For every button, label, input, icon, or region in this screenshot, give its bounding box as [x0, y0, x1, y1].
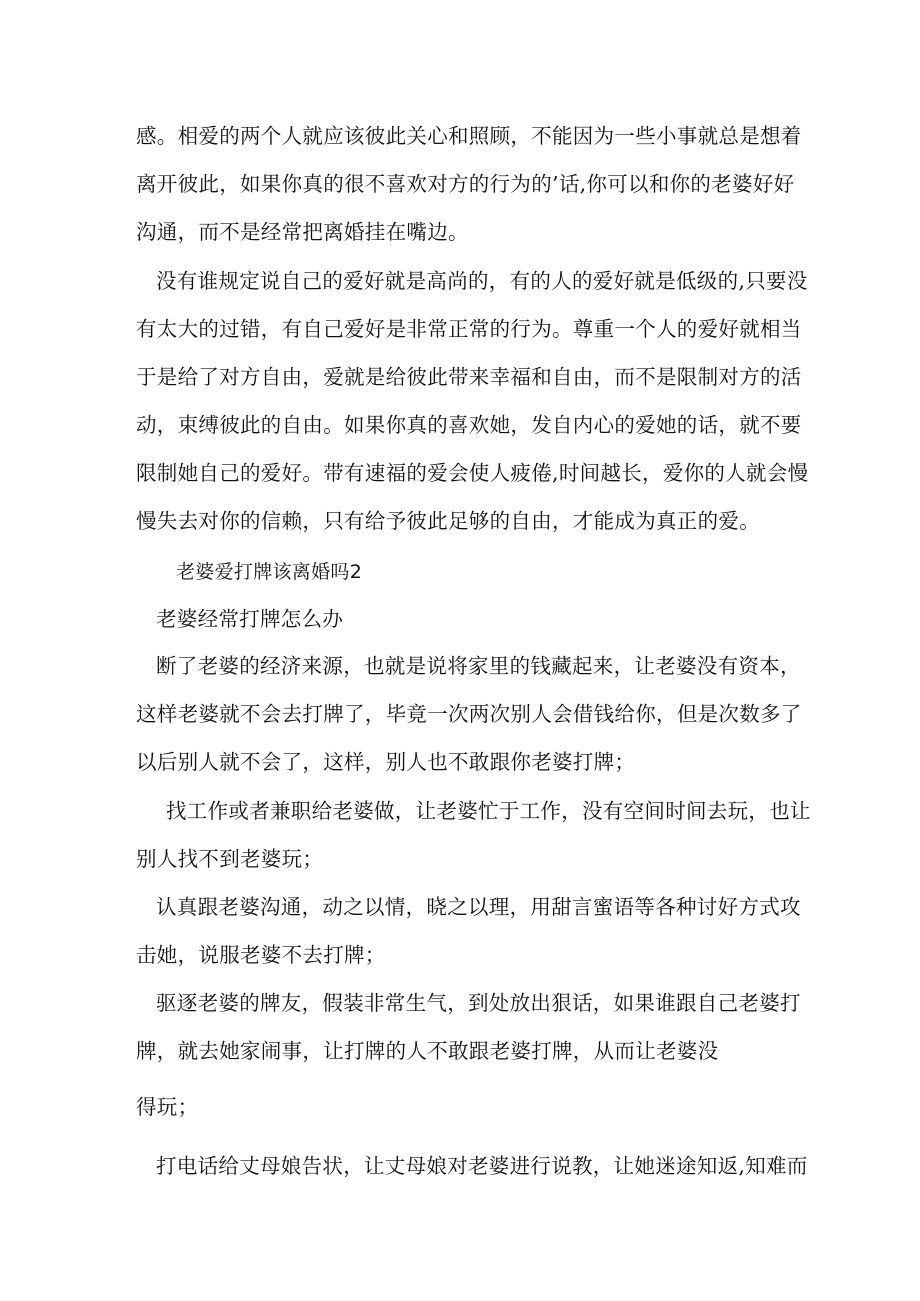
- text-line: 沟通，而不是经常把离婚挂在嘴边。: [136, 220, 469, 244]
- text-line: 别人找不到老婆玩；: [136, 847, 324, 871]
- text-line: 这样老婆就不会去打牌了，毕竟一次两次别人会借钱给你，但是次数多了: [136, 702, 802, 726]
- paragraph-first-line: 找工作或者兼职给老婆做，让老婆忙于工作，没有空间时间去玩，也让: [166, 799, 811, 823]
- paragraph-first-line: 没有谁规定说自己的爱好就是高尚的，有的人的爱好就是低级的,只要没: [156, 269, 808, 293]
- text-line: 动，束缚彼此的自由。如果你真的喜欢她，发自内心的爱她的话，就不要: [136, 413, 802, 437]
- paragraph-first-line: 驱逐老婆的牌友，假装非常生气，到处放出狠话，如果谁跟自己老婆打: [156, 991, 801, 1015]
- text-line: 离开彼此，如果你真的很不喜欢对方的行为的’话,你可以和你的老婆好好: [136, 172, 795, 196]
- text-line: 于是给了对方自由，爱就是给彼此带来幸福和自由，而不是限制对方的活: [136, 365, 802, 389]
- text-line: 慢失去对你的信赖，只有给予彼此足够的自由，才能成为真正的爱。: [136, 509, 760, 533]
- text-line: 得玩；: [136, 1095, 199, 1119]
- text-line: 击她，说服老婆不去打牌；: [136, 943, 386, 967]
- text-line: 牌，就去她家闹事，让打牌的人不敢跟老婆打牌，从而让老婆没: [136, 1039, 719, 1063]
- subheading: 老婆经常打牌怎么办: [156, 607, 344, 631]
- paragraph-first-line: 打电话给丈母娘告状，让丈母娘对老婆进行说教，让她迷途知返,知难而: [156, 1154, 808, 1178]
- paragraph-first-line: 断了老婆的经济来源，也就是说将家里的钱藏起来，让老婆没有资本，: [156, 654, 801, 678]
- paragraph-first-line: 认真跟老婆沟通，动之以情，晓之以理，用甜言蜜语等各种讨好方式攻: [156, 895, 801, 919]
- text-line: 有太大的过错，有自己爱好是非常正常的行为。尊重一个人的爱好就相当: [136, 317, 802, 341]
- section-heading: 老婆爱打牌该离婚吗2: [176, 561, 363, 583]
- text-line: 限制她自己的爱好。带有速福的爱会使人疲倦,时间越长，爱你的人就会慢: [136, 461, 809, 485]
- text-line: 感。相爱的两个人就应该彼此关心和照顾，不能因为一些小事就总是想着: [136, 124, 802, 148]
- text-line: 以后别人就不会了，这样，别人也不敢跟你老婆打牌；: [136, 750, 636, 774]
